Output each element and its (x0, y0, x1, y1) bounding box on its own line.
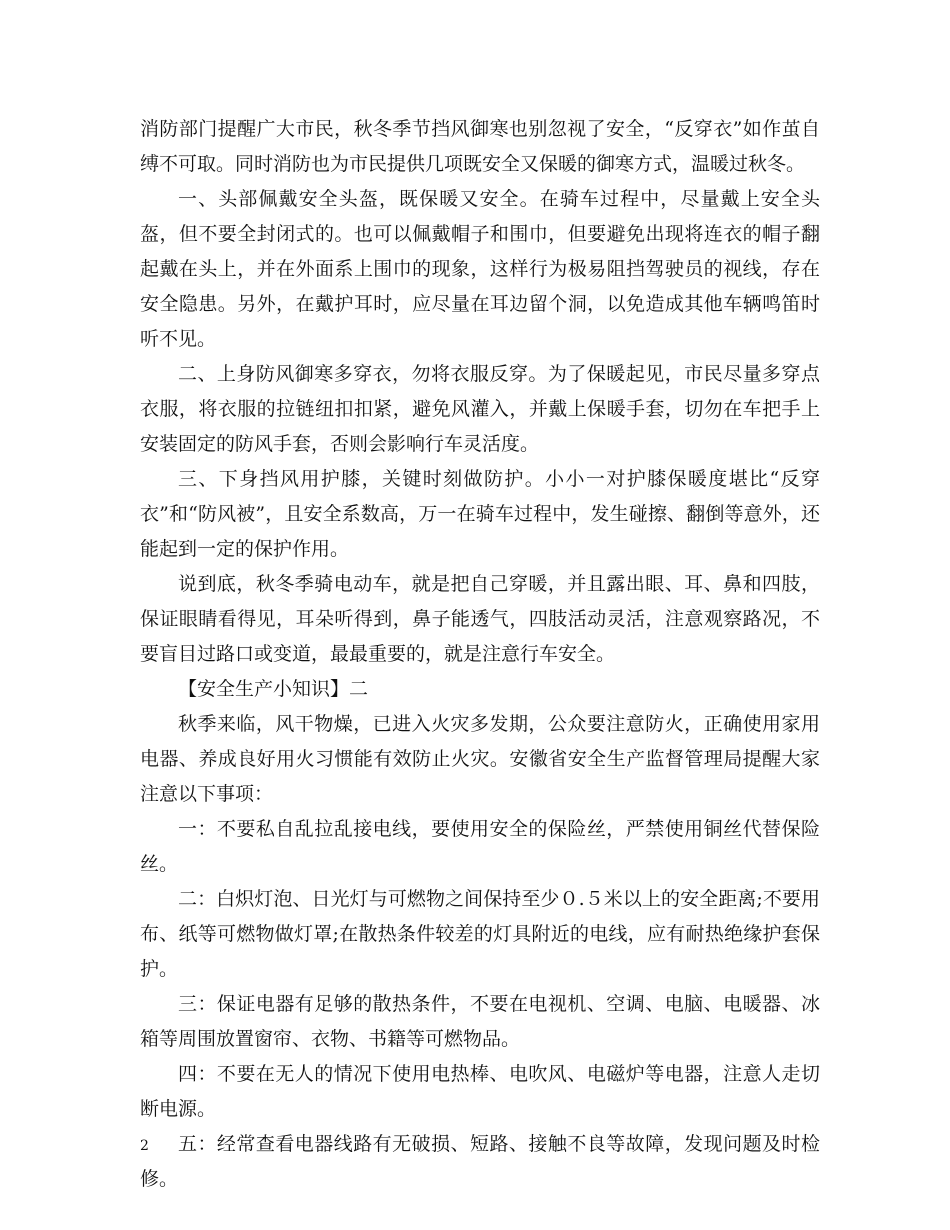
list-item-5: 五：经常查看电器线路有无破损、短路、接触不良等故障，发现问题及时检修。 (140, 1133, 820, 1190)
page-number: 2 (140, 1138, 149, 1154)
list-item-1: 一：不要私自乱拉乱接电线，要使用安全的保险丝，严禁使用铜丝代替保险丝。 (140, 818, 820, 875)
paragraph-intro: 消防部门提醒广大市民，秋冬季节挡风御寒也别忽视了安全，“反穿衣”如作茧自缚不可取。同时消防也为市民提供几项既安全又保暖的御寒方式，温暖过秋冬。 (140, 118, 820, 175)
paragraph-summary: 说到底，秋冬季骑电动车，就是把自己穿暖，并且露出眼、耳、鼻和四肢，保证眼睛看得见，耳朵听得到，鼻子能透气，四肢活动灵活，注意观察路况，不要盲目过路口或变道，最最重要的，就是注意行车安全。 (140, 573, 820, 665)
list-item-4: 四：不要在无人的情况下使用电热棒、电吹风、电磁炉等电器，注意人走切断电源。 (140, 1063, 820, 1120)
paragraph-autumn-fire: 秋季来临，风干物燥，已进入火灾多发期，公众要注意防火，正确使用家用电器、养成良好用火习惯能有效防止火灾。安徽省安全生产监督管理局提醒大家注意以下事项： (140, 713, 820, 805)
paragraph-lower-body: 三、下身挡风用护膝，关键时刻做防护。小小一对护膝保暖度堪比“反穿衣”和“防风被”，且安全系数高，万一在骑车过程中，发生碰擦、翻倒等意外，还能起到一定的保护作用。 (140, 468, 820, 560)
list-item-2: 二：白炽灯泡、日光灯与可燃物之间保持至少０.５米以上的安全距离;不要用布、纸等可燃物做灯罩;在散热条件较差的灯具附近的电线，应有耐热绝缘护套保护。 (140, 888, 820, 980)
list-item-3: 三：保证电器有足够的散热条件，不要在电视机、空调、电脑、电暖器、冰箱等周围放置窗帘、衣物、书籍等可燃物品。 (140, 993, 820, 1050)
document-body (140, 112, 820, 1197)
section-heading: 【安全生产小知识】二 (178, 678, 369, 700)
paragraph-upper-body: 二、上身防风御寒多穿衣，勿将衣服反穿。为了保暖起见，市民尽量多穿点衣服，将衣服的拉链纽扣扣紧，避免风灌入，并戴上保暖手套，切勿在车把手上安装固定的防风手套，否则会影响行车灵活度。 (140, 363, 820, 455)
paragraph-head-protection: 一、头部佩戴安全头盔，既保暖又安全。在骑车过程中，尽量戴上安全头盔，但不要全封闭式的。也可以佩戴帽子和围巾，但要避免出现将连衣的帽子翻起戴在头上，并在外面系上围巾的现象，这样行为极易阻挡驾驶员的视线，存在安全隐患。另外，在戴护耳时，应尽量在耳边留个洞，以免造成其他车辆鸣笛时听不见。 (140, 188, 820, 350)
